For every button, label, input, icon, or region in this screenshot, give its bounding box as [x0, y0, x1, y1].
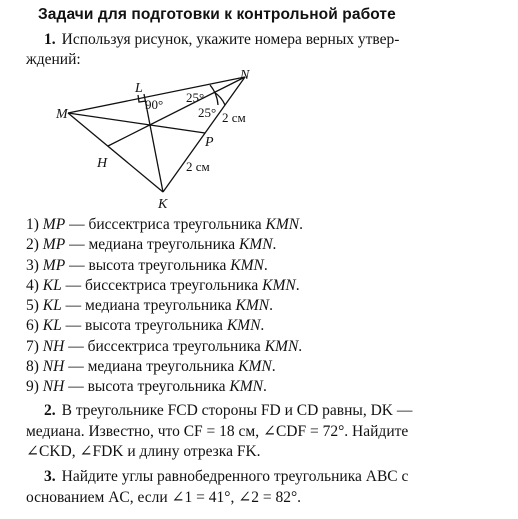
task-2-number: 2. [44, 402, 56, 419]
option-item: 7) NH — биссектриса треугольника KMN. [26, 337, 303, 355]
option-item: 9) NH — высота треугольника KMN. [26, 378, 267, 396]
task-2-line-1 [26, 401, 498, 422]
option-item: 5) KL — медиана треугольника KMN. [26, 297, 273, 315]
angle-2-label: 25° [198, 105, 217, 120]
angle-right-label: 90° [145, 97, 164, 112]
task-2-line-2: медиана. Известно, что CF = 18 см, ∠CDF = 72°. Найдите [26, 422, 409, 440]
label-N: N [240, 68, 250, 83]
options-list [26, 215, 303, 398]
page-title: Задачи для подготовки к контрольной работе [38, 6, 396, 23]
triangle-figure [50, 66, 290, 216]
task-3-line-1-text: Найдите углы равнобедренного треугольника ABC с [61, 468, 409, 485]
angle-arc-1 [210, 85, 218, 105]
task-2-line-3: ∠CKD, ∠FDK и длину отрезка FK. [26, 443, 261, 460]
label-H: H [97, 156, 108, 171]
option-item: 4) KL — биссектриса треугольника KMN. [26, 276, 300, 294]
task-3-line-1 [26, 467, 498, 488]
task-2-line-1-text: В треугольнике FCD стороны FD и CD равны, DK — [61, 402, 413, 419]
task-3-text [26, 467, 498, 508]
angle-1-label: 25° [186, 90, 205, 105]
task-1-line-2: ждений: [26, 51, 81, 68]
option-item: 1) MP — биссектриса треугольника KMN. [26, 216, 303, 233]
option-item: 2) MP — медиана треугольника KMN. [26, 236, 277, 254]
label-P: P [205, 135, 214, 150]
task-1-line-1 [26, 30, 496, 50]
task-1-text [26, 30, 496, 70]
label-L: L [135, 81, 143, 96]
segment-1-label: 2 см [222, 110, 246, 125]
option-item: 8) NH — медиана треугольника KMN. [26, 358, 276, 376]
label-K: K [158, 197, 168, 212]
task-3-number: 3. [44, 468, 56, 485]
label-M: M [56, 107, 68, 122]
angle-arc-2 [214, 92, 225, 105]
option-item: 3) MP — высота треугольника KMN. [26, 256, 268, 274]
task-1-number: 1. [44, 31, 56, 48]
task-2-text [26, 401, 498, 463]
task-1-line-1-text: Используя рисунок, укажите номера верных утвер- [61, 31, 400, 48]
task-3-line-2: основанием AC, если ∠1 = 41°, ∠2 = 82°. [26, 488, 302, 506]
segment-2-label: 2 см [186, 159, 210, 174]
option-item: 6) KL — высота треугольника KMN. [26, 317, 265, 335]
